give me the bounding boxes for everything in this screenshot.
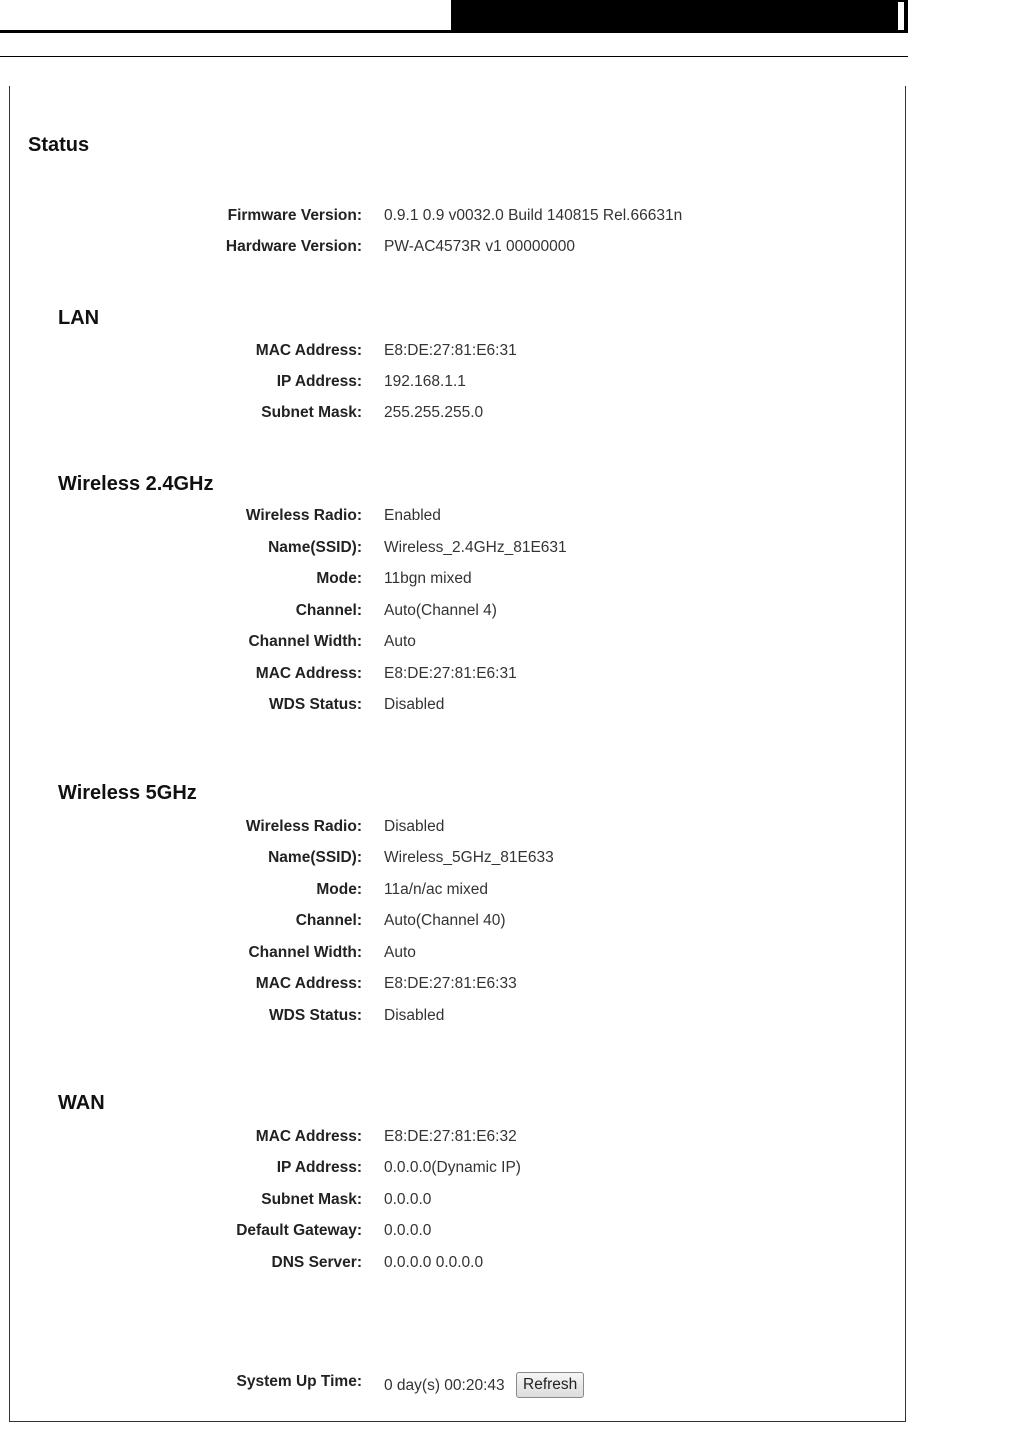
w24-mac-value: E8:DE:27:81:E6:31 <box>384 665 517 682</box>
lan-ip-value: 192.168.1.1 <box>384 373 466 390</box>
wan-mac-row <box>0 1125 900 1149</box>
w5-wds-row <box>0 1004 900 1028</box>
wan-gateway-label: Default Gateway: <box>236 1222 362 1239</box>
w24-width-row <box>0 630 900 654</box>
wan-subnet-row <box>0 1188 900 1212</box>
w5-radio-label: Wireless Radio: <box>245 818 362 835</box>
w5-channel-row <box>0 909 900 933</box>
w5-channel-label: Channel: <box>295 912 362 929</box>
w5-ssid-label: Name(SSID): <box>268 849 362 866</box>
header-bar-notch <box>898 2 904 30</box>
lan-ip-row <box>0 370 900 394</box>
hardware-version-row <box>0 235 900 259</box>
w24-mac-row <box>0 662 900 686</box>
w24-mac-label: MAC Address: <box>255 665 362 682</box>
w5-wds-value: Disabled <box>384 1007 445 1024</box>
w24-wds-label: WDS Status: <box>269 696 362 713</box>
hardware-version-value: PW-AC4573R v1 00000000 <box>384 238 576 255</box>
wan-subnet-value: 0.0.0.0 <box>384 1191 432 1208</box>
w5-wds-label: WDS Status: <box>269 1007 362 1024</box>
wan-gateway-value: 0.0.0.0 <box>384 1222 432 1239</box>
w24-width-label: Channel Width: <box>248 633 362 650</box>
header-subrule <box>0 56 908 57</box>
wan-gateway-row <box>0 1219 900 1243</box>
header-rule <box>0 30 908 33</box>
w5-mac-label: MAC Address: <box>255 975 362 992</box>
w5-mode-row <box>0 878 900 902</box>
lan-ip-label: IP Address: <box>276 373 362 390</box>
wan-ip-row <box>0 1156 900 1180</box>
wan-mac-label: MAC Address: <box>255 1128 362 1145</box>
w24-mode-row <box>0 567 900 591</box>
wan-mac-value: E8:DE:27:81:E6:32 <box>384 1128 517 1145</box>
lan-subnet-label: Subnet Mask: <box>261 404 362 421</box>
uptime-value: 0 day(s) 00:20:43 <box>384 1377 505 1394</box>
w24-ssid-label: Name(SSID): <box>268 539 362 556</box>
wan-dns-label: DNS Server: <box>271 1254 362 1271</box>
firmware-version-row <box>0 204 900 228</box>
w5-mode-value: 11a/n/ac mixed <box>384 881 488 898</box>
w24-mode-label: Mode: <box>316 570 362 587</box>
hardware-version-label: Hardware Version: <box>225 238 362 255</box>
w24-channel-value: Auto(Channel 4) <box>384 602 497 619</box>
w5-width-label: Channel Width: <box>248 944 362 961</box>
w24-radio-value: Enabled <box>384 507 441 524</box>
w24-channel-label: Channel: <box>295 602 362 619</box>
w24-ssid-value: Wireless_2.4GHz_81E631 <box>384 539 567 556</box>
wan-ip-value: 0.0.0.0(Dynamic IP) <box>384 1159 521 1176</box>
w5-radio-row <box>0 815 900 839</box>
firmware-version-label: Firmware Version: <box>227 207 362 224</box>
w5-mode-label: Mode: <box>316 881 362 898</box>
wireless24-section-title: Wireless 2.4GHz <box>58 473 214 495</box>
firmware-version-value: 0.9.1 0.9 v0032.0 Build 140815 Rel.66631n <box>384 207 683 224</box>
w5-width-value: Auto <box>384 944 416 961</box>
w5-ssid-row <box>0 846 900 870</box>
w24-channel-row <box>0 599 900 623</box>
lan-mac-value: E8:DE:27:81:E6:31 <box>384 342 517 359</box>
w5-radio-value: Disabled <box>384 818 445 835</box>
uptime-label: System Up Time: <box>236 1373 362 1390</box>
lan-mac-label: MAC Address: <box>255 342 362 359</box>
w24-width-value: Auto <box>384 633 416 650</box>
lan-section-title: LAN <box>58 307 100 329</box>
wan-dns-value: 0.0.0.0 0.0.0.0 <box>384 1254 484 1271</box>
w24-radio-label: Wireless Radio: <box>245 507 362 524</box>
w24-ssid-row <box>0 536 900 560</box>
wan-subnet-label: Subnet Mask: <box>261 1191 362 1208</box>
w5-mac-row <box>0 972 900 996</box>
lan-subnet-row <box>0 401 900 425</box>
uptime-row <box>0 1370 900 1394</box>
w24-radio-row <box>0 504 900 528</box>
w5-width-row <box>0 941 900 965</box>
w5-mac-value: E8:DE:27:81:E6:33 <box>384 975 517 992</box>
wan-ip-label: IP Address: <box>276 1159 362 1176</box>
page-title: Status <box>28 134 90 156</box>
lan-mac-row <box>0 339 900 363</box>
lan-subnet-value: 255.255.255.0 <box>384 404 484 421</box>
wan-section-title: WAN <box>58 1092 105 1114</box>
refresh-button[interactable]: Refresh <box>516 1372 584 1398</box>
w5-channel-value: Auto(Channel 40) <box>384 912 506 929</box>
w5-ssid-value: Wireless_5GHz_81E633 <box>384 849 554 866</box>
wan-dns-row <box>0 1251 900 1275</box>
wireless5-section-title: Wireless 5GHz <box>58 782 197 804</box>
w24-wds-value: Disabled <box>384 696 445 713</box>
w24-wds-row <box>0 693 900 717</box>
w24-mode-value: 11bgn mixed <box>384 570 472 587</box>
header-bar <box>451 0 908 30</box>
